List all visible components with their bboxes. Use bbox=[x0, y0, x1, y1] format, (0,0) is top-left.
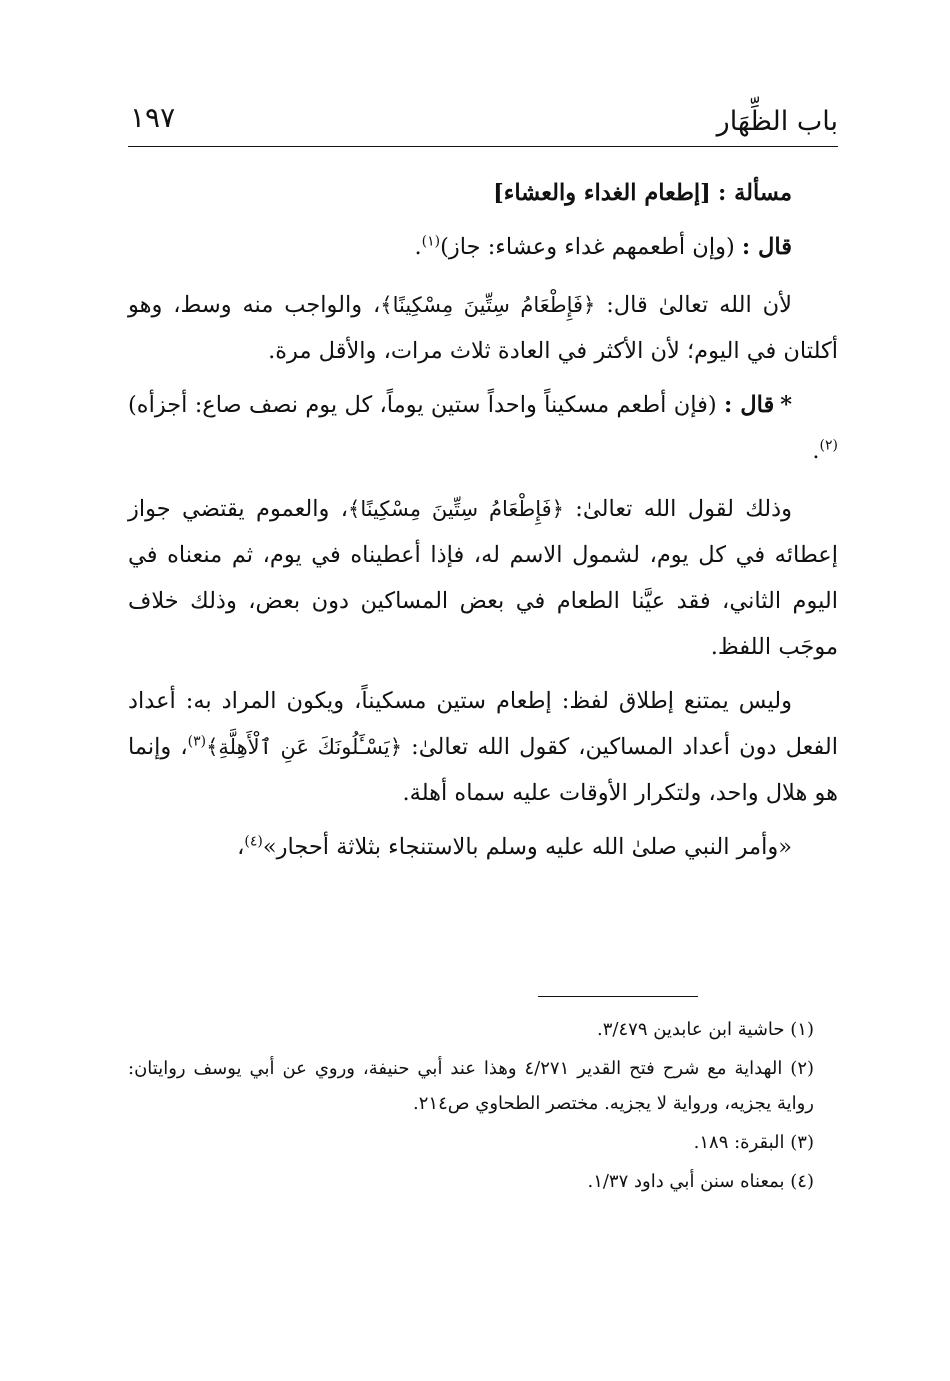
page-number: ١٩٧ bbox=[130, 101, 176, 134]
commentary-text: ، وإنما هو هلال واحد، ولتكرار الأوقات عليه سماه أهلة. bbox=[128, 734, 838, 806]
footnote-ref: (٢) bbox=[819, 437, 838, 454]
commentary-text: ، والعموم يقتضي جواز إعطائه في كل يوم، لشمول الاسم له، فإذا أعطيناه في يوم، ثم منعناه في اليوم الثاني، فقد عيَّنا الطعام في بعض المساكين دون بعض، وذلك خلاف موجَب اللفظ. bbox=[128, 496, 838, 660]
footnote-item: (٤) بمعناه سنن أبي داود ١/٣٧. bbox=[587, 1171, 814, 1192]
footnote-ref: (١) bbox=[421, 233, 441, 250]
footnote-separator bbox=[538, 996, 698, 997]
masala-heading bbox=[128, 170, 838, 216]
footnotes bbox=[128, 1012, 838, 1203]
footnote-ref: (٤) bbox=[244, 833, 263, 850]
quran-verse: ﴿فَإِطْعَامُ سِتِّينَ مِسْكِينًا﴾ bbox=[348, 497, 564, 521]
masala-label: مسألة : bbox=[717, 180, 792, 206]
commentary-paragraph bbox=[128, 486, 838, 670]
main-text bbox=[128, 170, 838, 878]
commentary-text: ، والواجب منه وسط، وهو أكلتان في اليوم؛ لأن الأكثر في العادة ثلاث مرات، والأقل مرة. bbox=[128, 292, 838, 364]
footnote-item: (١) حاشية ابن عابدين ٣/٤٧٩. bbox=[597, 1019, 814, 1040]
commentary-text: ، bbox=[237, 834, 245, 860]
footnote-item: (٣) البقرة: ١٨٩. bbox=[693, 1132, 814, 1153]
matn-text: (وإن أطعمهم غداء وعشاء: جاز) bbox=[440, 234, 735, 260]
commentary-paragraph bbox=[128, 824, 838, 870]
footnote-item: (٢) الهداية مع شرح فتح القدير ٤/٢٧١ وهذا عند أبي حنيفة، وروي عن أبي يوسف روايتان: رواية يجزيه، ورواية لا يجزيه. مختصر الطحاوي ص٢١٤. bbox=[128, 1058, 815, 1114]
qal-label: قال : bbox=[723, 392, 775, 418]
quran-verse: ﴿يَسْـَٔلُونَكَ عَنِ ٱلْأَهِلَّةِ﴾ bbox=[206, 735, 403, 759]
page-header bbox=[128, 88, 838, 147]
masala-title: [إطعام الغداء والعشاء] bbox=[493, 180, 711, 206]
sentence-end: . bbox=[812, 438, 820, 464]
commentary-paragraph bbox=[128, 678, 838, 816]
commentary-paragraph bbox=[128, 282, 838, 374]
matn-text: (فإن أطعم مسكيناً واحداً ستين يوماً، كل يوم نصف صاع: أجزأه) bbox=[128, 392, 717, 418]
matn-quote-1 bbox=[128, 224, 838, 270]
qal-label: قال : bbox=[741, 234, 792, 260]
asterisk-marker: * bbox=[780, 392, 792, 418]
commentary-text: وليس يمتنع إطلاق لفظ: إطعام ستين مسكيناً، ويكون المراد به: أعداد الفعل دون أعداد المساكين، كقول الله تعالىٰ: bbox=[128, 688, 839, 760]
running-title: باب الظِّهَار bbox=[716, 106, 838, 137]
commentary-text: وذلك لقول الله تعالىٰ: bbox=[575, 496, 792, 522]
quran-verse: ﴿فَإِطْعَامُ سِتِّينَ مِسْكِينًا﴾ bbox=[380, 293, 596, 317]
sentence-end: . bbox=[414, 234, 422, 260]
matn-quote-2 bbox=[128, 382, 838, 474]
footnote-ref: (٣) bbox=[187, 733, 207, 750]
hadith-text: «وأمر النبي صلىٰ الله عليه وسلم بالاستنجاء بثلاثة أحجار» bbox=[262, 834, 792, 860]
commentary-text: لأن الله تعالىٰ قال: bbox=[606, 292, 792, 318]
